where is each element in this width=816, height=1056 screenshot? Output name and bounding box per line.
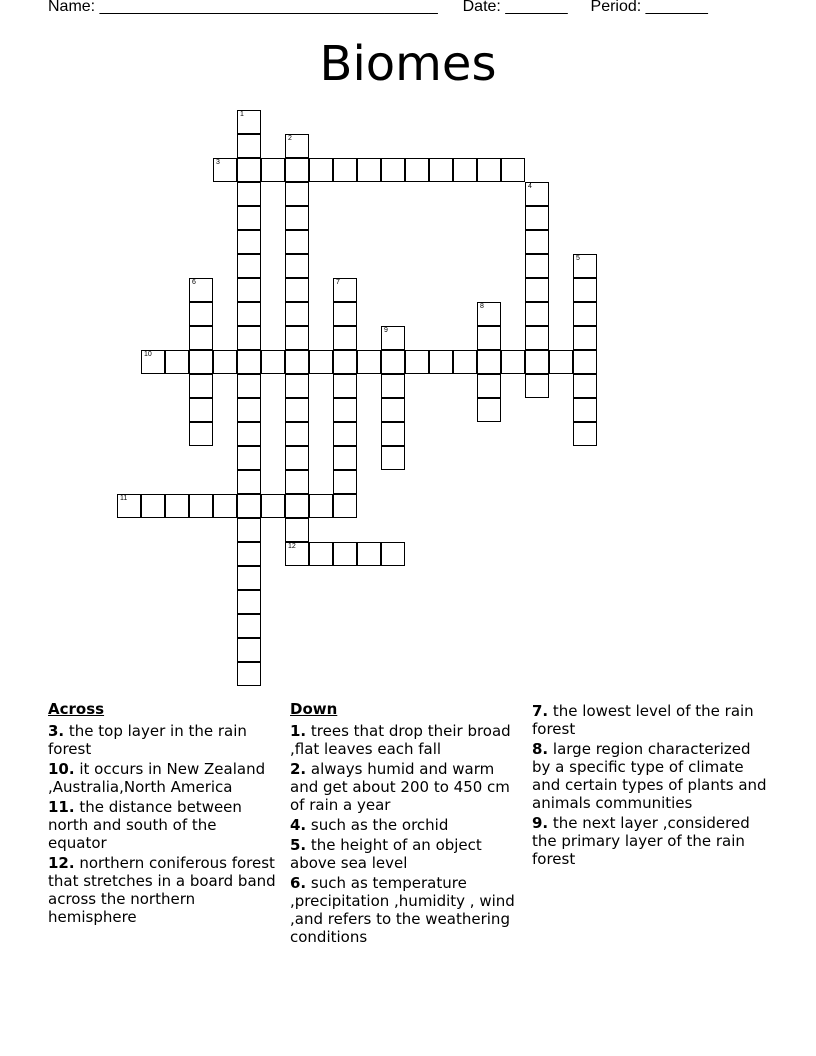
grid-cell[interactable] <box>189 398 213 422</box>
clue-down-8 <box>532 740 768 812</box>
grid-cell[interactable] <box>237 326 261 350</box>
clue-text: large region characterized by a specific type of climate and certain types of plants and animals communities <box>532 740 767 812</box>
grid-cell[interactable] <box>333 446 357 470</box>
down-clues-col1 <box>290 700 520 948</box>
grid-cell[interactable] <box>333 350 357 374</box>
grid-cell[interactable] <box>525 350 549 374</box>
grid-cell[interactable] <box>573 326 597 350</box>
grid-cell[interactable] <box>117 494 141 518</box>
clue-text: northern coniferous forest that stretches in a board band across the northern hemisphere <box>48 854 276 926</box>
grid-cell[interactable] <box>333 326 357 350</box>
grid-cell[interactable] <box>357 542 381 566</box>
grid-cell[interactable] <box>333 278 357 302</box>
grid-cell[interactable] <box>357 158 381 182</box>
clue-down-2 <box>290 760 520 814</box>
cell-number: 5 <box>576 255 580 262</box>
clue-number: 11. <box>48 798 75 816</box>
cell-number: 9 <box>384 327 388 334</box>
name-field[interactable]: Name: ______________________________________ <box>48 0 438 15</box>
grid-cell[interactable] <box>237 110 261 134</box>
grid-cell[interactable] <box>333 470 357 494</box>
clue-down-6 <box>290 874 520 946</box>
page-title: Biomes <box>319 36 497 92</box>
grid-cell[interactable] <box>285 302 309 326</box>
grid-cell[interactable] <box>309 494 333 518</box>
clue-down-5 <box>290 836 520 872</box>
clue-text: the height of an object above sea level <box>290 836 482 872</box>
grid-cell[interactable] <box>285 254 309 278</box>
grid-cell[interactable] <box>573 350 597 374</box>
grid-cell[interactable] <box>333 494 357 518</box>
grid-cell[interactable] <box>213 158 237 182</box>
grid-cell[interactable] <box>237 662 261 686</box>
grid-cell[interactable] <box>237 254 261 278</box>
grid-cell[interactable] <box>429 158 453 182</box>
grid-cell[interactable] <box>189 374 213 398</box>
clue-text: it occurs in New Zealand ,Australia,North America <box>48 760 266 796</box>
grid-cell[interactable] <box>261 350 285 374</box>
grid-cell[interactable] <box>309 350 333 374</box>
cell-number: 1 <box>240 111 244 118</box>
grid-cell[interactable] <box>501 350 525 374</box>
grid-cell[interactable] <box>477 302 501 326</box>
clue-number: 8. <box>532 740 549 758</box>
grid-cell[interactable] <box>381 422 405 446</box>
grid-cell[interactable] <box>237 566 261 590</box>
cell-number: 8 <box>480 303 484 310</box>
grid-cell[interactable] <box>237 518 261 542</box>
grid-cell[interactable] <box>525 206 549 230</box>
grid-cell[interactable] <box>285 494 309 518</box>
grid-cell[interactable] <box>237 206 261 230</box>
clue-text: such as temperature ,precipitation ,humidity , wind ,and refers to the weathering conditions <box>290 874 515 946</box>
clue-text: the distance between north and south of the equator <box>48 798 242 852</box>
grid-cell[interactable] <box>573 302 597 326</box>
grid-cell[interactable] <box>573 254 597 278</box>
clue-down-9 <box>532 814 768 868</box>
grid-cell[interactable] <box>285 326 309 350</box>
grid-cell[interactable] <box>309 158 333 182</box>
grid-cell[interactable] <box>213 350 237 374</box>
grid-cell[interactable] <box>477 398 501 422</box>
clue-number: 3. <box>48 722 65 740</box>
grid-cell[interactable] <box>285 422 309 446</box>
grid-cell[interactable] <box>141 494 165 518</box>
grid-cell[interactable] <box>477 158 501 182</box>
grid-cell[interactable] <box>237 134 261 158</box>
clue-text: trees that drop their broad ,flat leaves each fall <box>290 722 511 758</box>
grid-cell[interactable] <box>501 158 525 182</box>
clue-across-12 <box>48 854 276 926</box>
grid-cell[interactable] <box>165 350 189 374</box>
grid-cell[interactable] <box>189 422 213 446</box>
date-field[interactable]: Date: _______ <box>462 0 568 15</box>
grid-cell[interactable] <box>237 302 261 326</box>
grid-cell[interactable] <box>477 374 501 398</box>
grid-cell[interactable] <box>285 518 309 542</box>
grid-cell[interactable] <box>237 422 261 446</box>
grid-cell[interactable] <box>429 350 453 374</box>
grid-cell[interactable] <box>573 278 597 302</box>
grid-cell[interactable] <box>309 542 333 566</box>
cell-number: 10 <box>144 351 152 358</box>
grid-cell[interactable] <box>453 158 477 182</box>
grid-cell[interactable] <box>381 326 405 350</box>
cell-number: 2 <box>288 135 292 142</box>
grid-cell[interactable] <box>189 278 213 302</box>
grid-cell[interactable] <box>237 230 261 254</box>
clue-number: 7. <box>532 702 549 720</box>
clue-across-3 <box>48 722 276 758</box>
grid-cell[interactable] <box>525 374 549 398</box>
grid-cell[interactable] <box>381 350 405 374</box>
grid-cell[interactable] <box>573 374 597 398</box>
clue-text: always humid and warm and get about 200 to 450 cm of rain a year <box>290 760 510 814</box>
grid-cell[interactable] <box>237 590 261 614</box>
clue-down-1 <box>290 722 520 758</box>
grid-cell[interactable] <box>525 278 549 302</box>
grid-cell[interactable] <box>237 350 261 374</box>
cell-number: 11 <box>120 495 128 502</box>
grid-cell[interactable] <box>237 158 261 182</box>
cell-number: 3 <box>216 159 220 166</box>
grid-cell[interactable] <box>261 494 285 518</box>
grid-cell[interactable] <box>189 350 213 374</box>
down-clues-col2 <box>532 702 768 870</box>
down-heading: Down <box>290 700 338 718</box>
grid-cell[interactable] <box>285 230 309 254</box>
grid-cell[interactable] <box>237 614 261 638</box>
period-field[interactable]: Period: _______ <box>590 0 708 15</box>
grid-cell[interactable] <box>237 278 261 302</box>
grid-cell[interactable] <box>285 350 309 374</box>
grid-cell[interactable] <box>285 470 309 494</box>
cell-number: 6 <box>192 279 196 286</box>
cell-number: 7 <box>336 279 340 286</box>
grid-cell[interactable] <box>381 542 405 566</box>
grid-cell[interactable] <box>285 182 309 206</box>
grid-cell[interactable] <box>213 494 237 518</box>
grid-cell[interactable] <box>261 158 285 182</box>
grid-cell[interactable] <box>237 182 261 206</box>
clue-number: 12. <box>48 854 75 872</box>
clue-text: the top layer in the rain forest <box>48 722 247 758</box>
grid-cell[interactable] <box>333 398 357 422</box>
grid-cell[interactable] <box>357 350 381 374</box>
grid-cell[interactable] <box>333 542 357 566</box>
grid-cell[interactable] <box>285 278 309 302</box>
cell-number: 4 <box>528 183 532 190</box>
grid-cell[interactable] <box>525 326 549 350</box>
clue-down-7 <box>532 702 768 738</box>
across-clues <box>48 700 276 928</box>
grid-cell[interactable] <box>237 470 261 494</box>
clue-down-4 <box>290 816 520 834</box>
grid-cell[interactable] <box>405 350 429 374</box>
grid-cell[interactable] <box>381 446 405 470</box>
grid-cell[interactable] <box>333 158 357 182</box>
cell-number: 12 <box>288 543 296 550</box>
grid-cell[interactable] <box>237 542 261 566</box>
grid-cell[interactable] <box>381 398 405 422</box>
grid-cell[interactable] <box>165 494 189 518</box>
clue-text: the next layer ,considered the primary layer of the rain forest <box>532 814 750 868</box>
grid-cell[interactable] <box>285 374 309 398</box>
grid-cell[interactable] <box>141 350 165 374</box>
clue-text: the lowest level of the rain forest <box>532 702 754 738</box>
grid-cell[interactable] <box>333 374 357 398</box>
grid-cell[interactable] <box>285 134 309 158</box>
grid-cell[interactable] <box>189 302 213 326</box>
clue-number: 9. <box>532 814 549 832</box>
grid-cell[interactable] <box>285 446 309 470</box>
grid-cell[interactable] <box>285 158 309 182</box>
clue-number: 2. <box>290 760 307 778</box>
clue-across-10 <box>48 760 276 796</box>
grid-cell[interactable] <box>525 230 549 254</box>
clue-text: such as the orchid <box>306 816 449 834</box>
grid-cell[interactable] <box>525 302 549 326</box>
grid-cell[interactable] <box>453 350 477 374</box>
grid-cell[interactable] <box>573 398 597 422</box>
grid-cell[interactable] <box>405 158 429 182</box>
grid-cell[interactable] <box>525 254 549 278</box>
grid-cell[interactable] <box>333 302 357 326</box>
grid-cell[interactable] <box>237 374 261 398</box>
grid-cell[interactable] <box>189 326 213 350</box>
clue-across-11 <box>48 798 276 852</box>
grid-cell[interactable] <box>285 542 309 566</box>
grid-cell[interactable] <box>237 398 261 422</box>
grid-cell[interactable] <box>333 422 357 446</box>
grid-cell[interactable] <box>237 446 261 470</box>
grid-cell[interactable] <box>477 326 501 350</box>
grid-cell[interactable] <box>477 350 501 374</box>
grid-cell[interactable] <box>285 398 309 422</box>
grid-cell[interactable] <box>285 206 309 230</box>
grid-cell[interactable] <box>237 494 261 518</box>
grid-cell[interactable] <box>237 638 261 662</box>
grid-cell[interactable] <box>573 422 597 446</box>
across-heading: Across <box>48 700 105 718</box>
clue-number: 1. <box>290 722 307 740</box>
grid-cell[interactable] <box>381 374 405 398</box>
clue-number: 5. <box>290 836 307 854</box>
grid-cell[interactable] <box>549 350 573 374</box>
grid-cell[interactable] <box>189 494 213 518</box>
clue-number: 6. <box>290 874 307 892</box>
clue-number: 4. <box>290 816 307 834</box>
clue-number: 10. <box>48 760 75 778</box>
grid-cell[interactable] <box>381 158 405 182</box>
grid-cell[interactable] <box>525 182 549 206</box>
